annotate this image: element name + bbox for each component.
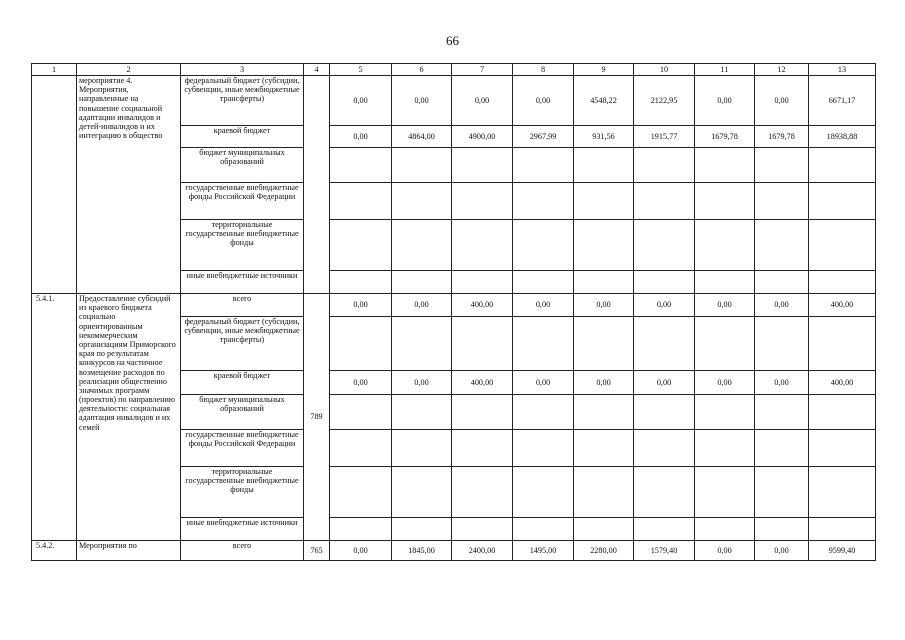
funding-source: территориальные государственные внебюджетные фонды <box>181 467 304 518</box>
value-cell <box>634 518 695 541</box>
header-col-11: 11 <box>695 64 755 76</box>
value-cell <box>809 518 876 541</box>
header-col-4: 4 <box>304 64 330 76</box>
value-cell <box>574 467 634 518</box>
value-cell <box>574 518 634 541</box>
value-cell <box>695 518 755 541</box>
value-cell <box>452 395 513 430</box>
item-code: 5.4.2. <box>32 541 77 561</box>
value-cell <box>513 467 574 518</box>
value-cell <box>330 148 392 183</box>
value-cell: 0,00 <box>392 294 452 317</box>
value-cell <box>755 220 809 271</box>
value-cell: 400,00 <box>452 294 513 317</box>
funding-source: иные внебюджетные источники <box>181 518 304 541</box>
header-col-12: 12 <box>755 64 809 76</box>
header-col-7: 7 <box>452 64 513 76</box>
value-cell: 0,00 <box>392 371 452 395</box>
value-cell <box>574 148 634 183</box>
value-cell <box>452 317 513 371</box>
value-cell <box>452 183 513 220</box>
value-cell <box>695 271 755 294</box>
value-cell <box>330 518 392 541</box>
value-cell <box>452 220 513 271</box>
value-cell: 0,00 <box>695 76 755 126</box>
value-cell <box>513 430 574 467</box>
value-cell <box>755 467 809 518</box>
value-cell <box>330 183 392 220</box>
value-cell <box>755 183 809 220</box>
value-cell: 1845,00 <box>392 541 452 561</box>
value-cell: 400,00 <box>809 294 876 317</box>
value-cell <box>574 395 634 430</box>
value-cell <box>513 518 574 541</box>
value-cell <box>634 467 695 518</box>
value-cell: 0,00 <box>574 371 634 395</box>
value-cell: 4548,22 <box>574 76 634 126</box>
value-cell: 0,00 <box>330 541 392 561</box>
value-cell <box>513 183 574 220</box>
header-col-3: 3 <box>181 64 304 76</box>
value-cell <box>330 271 392 294</box>
grbs-code: 789 <box>304 294 330 541</box>
value-cell <box>755 518 809 541</box>
value-cell: 1679,78 <box>755 126 809 148</box>
value-cell <box>634 148 695 183</box>
value-cell <box>695 430 755 467</box>
header-col-13: 13 <box>809 64 876 76</box>
value-cell <box>634 183 695 220</box>
value-cell <box>513 395 574 430</box>
value-cell: 0,00 <box>634 371 695 395</box>
value-cell <box>574 183 634 220</box>
value-cell <box>695 220 755 271</box>
header-col-6: 6 <box>392 64 452 76</box>
value-cell: 1915,77 <box>634 126 695 148</box>
funding-source: федеральный бюджет (субсидии, субвенции, иные межбюджетные трансферты) <box>181 317 304 371</box>
value-cell <box>809 317 876 371</box>
value-cell <box>513 220 574 271</box>
page-number: 66 <box>446 33 459 48</box>
value-cell: 6671,17 <box>809 76 876 126</box>
item-description: Мероприятия по <box>77 541 181 561</box>
value-cell: 931,56 <box>574 126 634 148</box>
funding-source: территориальные государственные внебюджетные фонды <box>181 220 304 271</box>
value-cell: 2122,95 <box>634 76 695 126</box>
value-cell <box>809 467 876 518</box>
item-description: Предоставление субсидий из краевого бюджета социально ориентированным некоммерческим организациям Приморского края по результатам конкурсов на частичное возмещение расходов по реализации общественно значимых программ (проектов) по направлению деятельности: социальная адаптация инвалидов и их семей <box>77 294 181 541</box>
value-cell: 2967,99 <box>513 126 574 148</box>
item-code <box>32 76 77 294</box>
value-cell <box>809 271 876 294</box>
value-cell <box>574 317 634 371</box>
header-col-8: 8 <box>513 64 574 76</box>
value-cell <box>755 271 809 294</box>
value-cell <box>452 148 513 183</box>
funding-source: государственные внебюджетные фонды Российской Федерации <box>181 183 304 220</box>
value-cell <box>392 518 452 541</box>
value-cell: 0,00 <box>755 371 809 395</box>
value-cell: 18938,88 <box>809 126 876 148</box>
value-cell <box>452 271 513 294</box>
value-cell <box>755 148 809 183</box>
table-row <box>32 294 876 317</box>
value-cell: 0,00 <box>330 371 392 395</box>
value-cell: 0,00 <box>634 294 695 317</box>
value-cell <box>755 395 809 430</box>
funding-source: бюджет муниципальных образований <box>181 395 304 430</box>
value-cell <box>392 467 452 518</box>
value-cell <box>513 271 574 294</box>
value-cell: 400,00 <box>452 371 513 395</box>
value-cell: 0,00 <box>695 294 755 317</box>
value-cell <box>392 317 452 371</box>
value-cell <box>513 148 574 183</box>
value-cell <box>755 430 809 467</box>
header-col-5: 5 <box>330 64 392 76</box>
funding-source: краевой бюджет <box>181 126 304 148</box>
value-cell: 0,00 <box>695 371 755 395</box>
funding-source: иные внебюджетные источники <box>181 271 304 294</box>
grbs-code <box>304 76 330 294</box>
value-cell: 0,00 <box>452 76 513 126</box>
funding-source: краевой бюджет <box>181 371 304 395</box>
funding-source: государственные внебюджетные фонды Российской Федерации <box>181 430 304 467</box>
value-cell <box>809 183 876 220</box>
budget-table <box>31 63 876 561</box>
value-cell <box>330 220 392 271</box>
value-cell <box>330 395 392 430</box>
value-cell: 0,00 <box>513 371 574 395</box>
value-cell <box>695 317 755 371</box>
value-cell <box>392 183 452 220</box>
value-cell <box>574 220 634 271</box>
value-cell: 0,00 <box>330 294 392 317</box>
header-col-9: 9 <box>574 64 634 76</box>
value-cell: 0,00 <box>755 541 809 561</box>
value-cell <box>809 430 876 467</box>
value-cell: 2280,00 <box>574 541 634 561</box>
header-col-1: 1 <box>32 64 77 76</box>
header-col-2: 2 <box>77 64 181 76</box>
value-cell <box>392 430 452 467</box>
value-cell <box>755 317 809 371</box>
table-row <box>32 541 876 561</box>
item-code: 5.4.1. <box>32 294 77 541</box>
value-cell <box>392 148 452 183</box>
table-row <box>32 76 876 126</box>
value-cell: 1679,78 <box>695 126 755 148</box>
value-cell: 0,00 <box>695 541 755 561</box>
value-cell <box>809 220 876 271</box>
value-cell <box>392 220 452 271</box>
value-cell: 400,00 <box>809 371 876 395</box>
value-cell <box>695 467 755 518</box>
value-cell <box>634 395 695 430</box>
value-cell: 0,00 <box>330 126 392 148</box>
value-cell <box>634 430 695 467</box>
value-cell <box>452 430 513 467</box>
value-cell <box>695 183 755 220</box>
value-cell <box>634 317 695 371</box>
value-cell: 0,00 <box>755 76 809 126</box>
value-cell <box>452 467 513 518</box>
grbs-code: 765 <box>304 541 330 561</box>
value-cell: 1495,00 <box>513 541 574 561</box>
header-row <box>32 64 876 76</box>
value-cell: 0,00 <box>755 294 809 317</box>
value-cell: 0,00 <box>574 294 634 317</box>
value-cell: 0,00 <box>513 294 574 317</box>
value-cell: 4900,00 <box>452 126 513 148</box>
value-cell <box>392 271 452 294</box>
value-cell <box>330 467 392 518</box>
value-cell <box>330 430 392 467</box>
value-cell <box>574 271 634 294</box>
value-cell: 2400,00 <box>452 541 513 561</box>
value-cell <box>634 220 695 271</box>
value-cell <box>695 148 755 183</box>
value-cell: 0,00 <box>392 76 452 126</box>
value-cell: 1579,40 <box>634 541 695 561</box>
value-cell <box>574 430 634 467</box>
value-cell: 0,00 <box>513 76 574 126</box>
funding-source: бюджет муниципальных образований <box>181 148 304 183</box>
value-cell <box>809 395 876 430</box>
funding-source: всего <box>181 294 304 317</box>
value-cell: 0,00 <box>330 76 392 126</box>
value-cell: 4864,00 <box>392 126 452 148</box>
header-col-10: 10 <box>634 64 695 76</box>
value-cell <box>330 317 392 371</box>
item-description: мероприятие 4. Мероприятия, направленные на повышение социальной адаптации инвалидов и детей-инвалидов и их интеграцию в общество <box>77 76 181 294</box>
value-cell <box>392 395 452 430</box>
funding-source: всего <box>181 541 304 561</box>
value-cell <box>452 518 513 541</box>
value-cell <box>695 395 755 430</box>
funding-source: федеральный бюджет (субсидии, субвенции, иные межбюджетные трансферты) <box>181 76 304 126</box>
value-cell: 9599,40 <box>809 541 876 561</box>
value-cell <box>809 148 876 183</box>
value-cell <box>513 317 574 371</box>
value-cell <box>634 271 695 294</box>
